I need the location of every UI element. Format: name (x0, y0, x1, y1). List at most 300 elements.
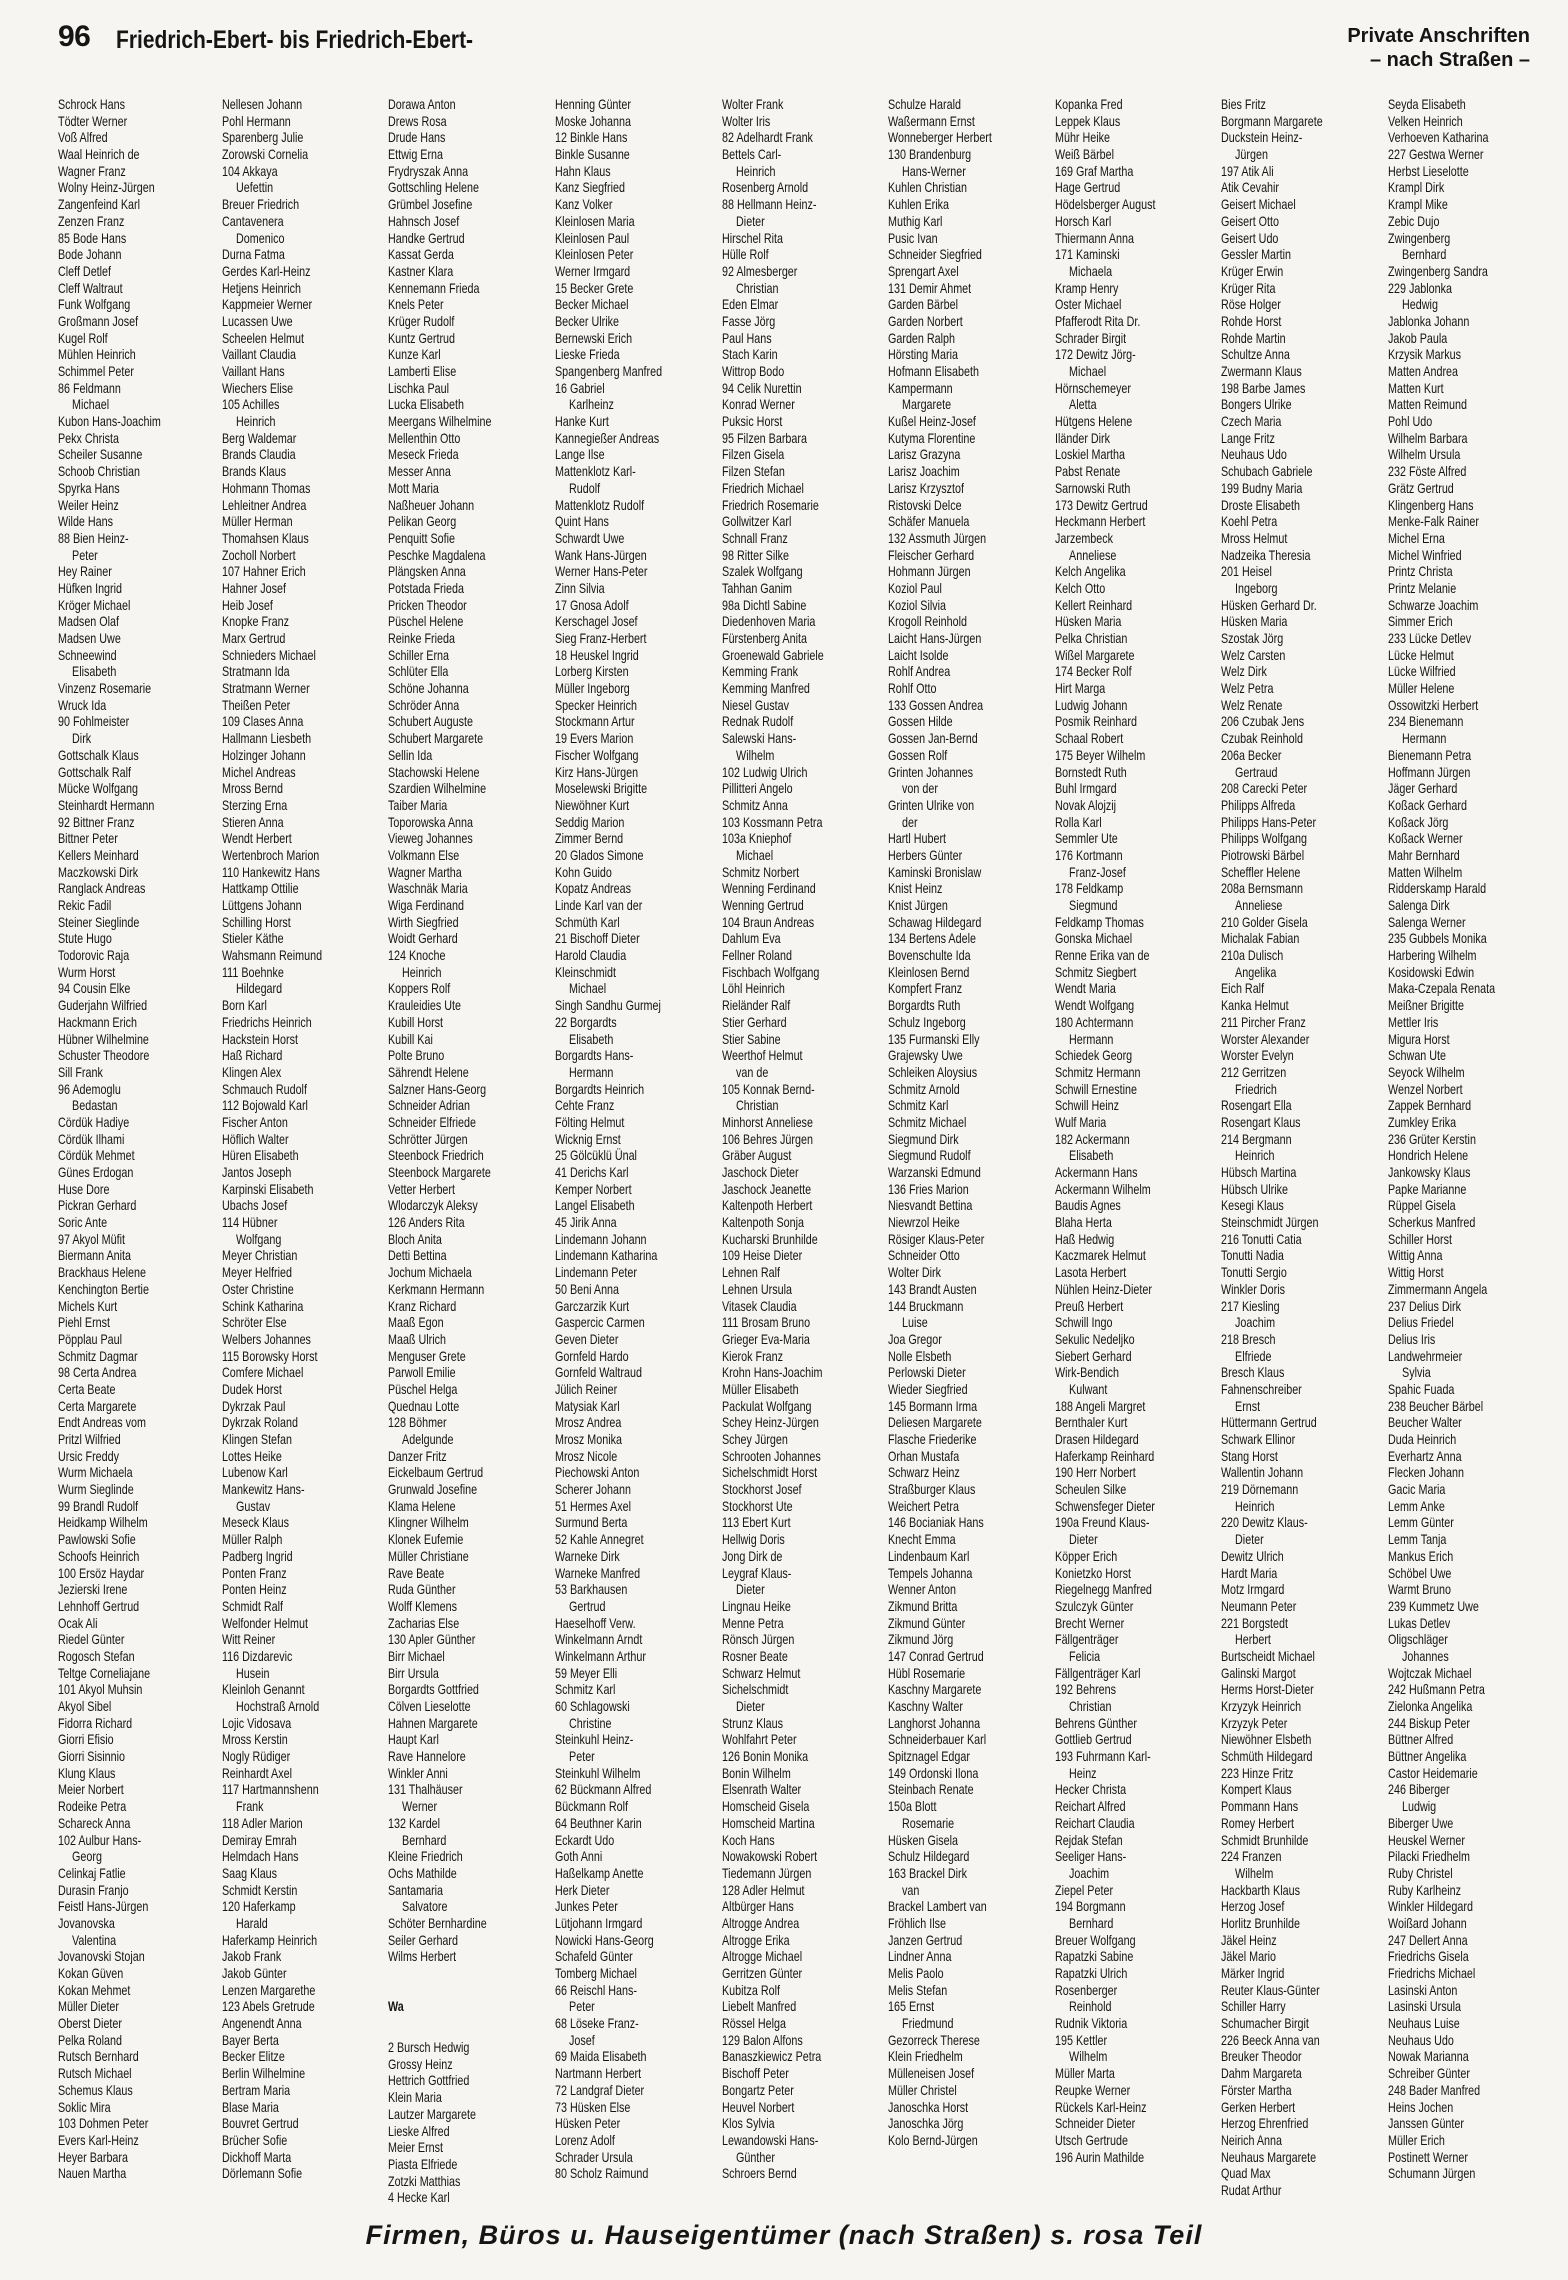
directory-entry: Blase Maria (222, 2099, 279, 2115)
directory-entry: Maaß Ulrich (388, 1331, 447, 1347)
directory-entry: Niesvandt Bettina (888, 1198, 973, 1214)
directory-entry: Lange Ilse (555, 447, 605, 463)
directory-entry: Bittner Peter (58, 831, 118, 847)
directory-entry-continuation: Werner (402, 1799, 438, 1815)
directory-entry: Friedrichs Gisela (1388, 1949, 1469, 1965)
directory-entry: Klein Friedhelm (888, 2049, 963, 2065)
directory-entry: Giorri Sisinnio (58, 1749, 125, 1765)
directory-entry: Parwoll Emilie (388, 1365, 456, 1381)
directory-entry: Hahner Josef (222, 580, 287, 596)
directory-entry: Kanz Siegfried (555, 180, 625, 196)
directory-entry: Wank Hans-Jürgen (555, 547, 647, 563)
directory-entry: Meergans Wilhelmine (388, 414, 492, 430)
directory-entry: Rückels Karl-Heinz (1055, 2099, 1147, 2115)
directory-entry: Krohn Hans-Joachim (722, 1365, 823, 1381)
directory-entry: 171 Kaminski (1055, 247, 1120, 263)
directory-entry: Jovanovska (58, 1915, 115, 1931)
directory-entry: 173 Dewitz Gertrud (1055, 497, 1148, 513)
directory-entry: Potstada Frieda (388, 580, 464, 596)
directory-entry: Knist Heinz (888, 881, 943, 897)
directory-entry: 190a Freund Klaus- (1055, 1515, 1150, 1531)
directory-entry: Rohlf Andrea (888, 664, 951, 680)
directory-entry: 62 Bückmann Alfred (555, 1782, 652, 1798)
directory-entry: 180 Achtermann (1055, 1014, 1134, 1030)
directory-entry: 99 Brandl Rudolf (58, 1498, 139, 1514)
directory-entry: Schmitz Karl (888, 1098, 949, 1114)
directory-entry: Meyer Helfried (222, 1265, 292, 1281)
directory-entry: Printz Christa (1388, 564, 1453, 580)
directory-entry: Semmler Ute (1055, 831, 1118, 847)
directory-entry: Verhoeven Katharina (1388, 130, 1489, 146)
directory-entry: Packulat Wolfgang (722, 1398, 812, 1414)
directory-entry: Eich Ralf (1221, 981, 1265, 997)
directory-entry: Kopatz Andreas (555, 881, 631, 897)
directory-entry: Cleff Waltraut (58, 280, 123, 296)
directory-entry: Linde Karl van der (555, 898, 643, 913)
directory-entry: Gerritzen Günter (722, 1966, 803, 1981)
directory-entry: Papke Marianne (1388, 1181, 1467, 1197)
directory-entry-continuation: Dirk (72, 731, 92, 747)
directory-entry: Heins Jochen (1388, 2099, 1454, 2115)
directory-entry: 72 Landgraf Dieter (555, 2082, 645, 2098)
directory-entry: Piehl Ernst (58, 1315, 111, 1331)
directory-entry: Hirt Marga (1055, 681, 1106, 697)
directory-entry: Wonneberger Herbert (888, 130, 992, 146)
directory-entry: Stockhorst Ute (722, 1498, 793, 1514)
directory-entry: Winkler Anni (388, 1765, 448, 1781)
directory-entry: Welz Carsten (1221, 647, 1286, 663)
directory-entry-continuation: Michael (736, 847, 774, 863)
directory-entry-continuation: Anneliese (1235, 898, 1283, 913)
directory-entry: Hanke Kurt (555, 414, 609, 430)
directory-entry: Lemm Günter (1388, 1515, 1454, 1531)
directory-entry: Gossen Jan-Bernd (888, 731, 978, 747)
directory-entry: Borgmann Margarete (1221, 113, 1323, 129)
directory-entry: Endt Andreas vom (58, 1415, 146, 1431)
directory-entry: Kutyma Florentine (888, 430, 976, 446)
directory-entry: Heidkamp Wilhelm (58, 1515, 148, 1531)
directory-entry: Reinke Frieda (388, 631, 455, 646)
directory-entry-continuation: Ingeborg (1235, 580, 1278, 596)
directory-entry: Siegmund Rudolf (888, 1148, 971, 1164)
directory-entry: Hellwig Doris (722, 1532, 785, 1548)
directory-entry: Wilhelm Barbara (1388, 430, 1468, 446)
directory-entry: Bode Johann (58, 247, 122, 263)
directory-entry: Larisz Joachim (888, 464, 960, 480)
directory-entry: Schulz Ingeborg (888, 1014, 966, 1030)
directory-entry: Rolla Karl (1055, 814, 1102, 830)
directory-entry: Pelka Roland (58, 2032, 123, 2048)
directory-entry: Reichart Claudia (1055, 1815, 1135, 1831)
directory-entry: 244 Biskup Peter (1388, 1715, 1470, 1731)
directory-entry: 90 Fohlmeister (58, 714, 130, 730)
directory-entry: 229 Jablonka (1388, 280, 1453, 296)
directory-entry: Fischer Anton (222, 1114, 288, 1130)
directory-entry: Renne Erika van de (1055, 948, 1150, 964)
directory-entry: Püschel Helene (388, 614, 464, 630)
directory-entry: 124 Knoche (388, 948, 446, 964)
directory-entry-continuation: Husein (236, 1665, 270, 1681)
directory-entry: Baudis Agnes (1055, 1198, 1121, 1214)
directory-entry-continuation: Friedrich (1235, 1081, 1277, 1097)
directory-entry: Schwill Ingo (1055, 1315, 1113, 1331)
directory-entry: 145 Bormann Irma (888, 1398, 978, 1414)
directory-entry: Schlüter Ella (388, 664, 449, 680)
directory-entry: Gottschalk Ralf (58, 764, 131, 780)
directory-entry: Schmitz Arnold (888, 1081, 960, 1097)
directory-entry: Wirth Siegfried (388, 914, 459, 930)
directory-entry: Müller Helene (1388, 681, 1455, 697)
directory-entry: Hackmann Erich (58, 1014, 137, 1030)
directory-entry: Lemm Anke (1388, 1498, 1445, 1514)
directory-entry-continuation: Dieter (1235, 1532, 1264, 1548)
directory-entry: Neumann Peter (1221, 1598, 1297, 1614)
directory-entry: Schmitz Siegbert (1055, 964, 1137, 980)
directory-entry: Schiller Erna (388, 647, 450, 663)
directory-entry: Zenzen Franz (58, 213, 125, 229)
directory-entry: Hüsken Gerhard Dr. (1221, 597, 1317, 613)
directory-entry: Minhorst Anneliese (722, 1114, 813, 1130)
directory-entry: 226 Beeck Anna van (1221, 2032, 1320, 2048)
directory-entry: 199 Budny Maria (1221, 480, 1303, 496)
directory-entry: Schneider Adrian (388, 1098, 470, 1114)
directory-entry: Koziol Paul (888, 580, 942, 596)
directory-entry: Schiller Horst (1388, 1231, 1452, 1247)
directory-entry: 188 Angeli Margret (1055, 1398, 1146, 1414)
directory-entry-continuation: Hildegard (236, 981, 283, 997)
directory-entry: Pohl Hermann (222, 113, 291, 129)
directory-entry: Worster Alexander (1221, 1031, 1310, 1047)
directory-entry: Wiga Ferdinand (388, 898, 464, 913)
directory-entry: Brackel Lambert van (888, 1899, 987, 1915)
directory-entry: Cördük Hadiye (58, 1114, 130, 1130)
directory-entry: Specker Heinrich (555, 697, 637, 713)
directory-entry: Henning Günter (555, 97, 631, 112)
directory-entry: Büttner Alfred (1388, 1732, 1454, 1748)
directory-entry: Niewöhner Elsbeth (1221, 1732, 1312, 1748)
directory-entry: Schmidt Kerstin (222, 1882, 298, 1898)
directory-entry: Piasta Elfriede (388, 2156, 458, 2172)
directory-entry-continuation: Dieter (736, 1582, 765, 1598)
directory-entry: 102 Ludwig Ulrich (722, 764, 808, 780)
directory-entry-continuation: Johannes (1402, 1648, 1449, 1664)
directory-entry: Polte Bruno (388, 1048, 445, 1064)
directory-entry: Lasinski Ursula (1388, 1999, 1461, 2015)
directory-entry: Hahnsch Josef (388, 213, 460, 229)
directory-entry: Lüttgens Johann (222, 898, 302, 913)
directory-entry: Friedrich Rosemarie (722, 497, 819, 513)
directory-entry: Worster Evelyn (1221, 1048, 1294, 1064)
directory-entry-continuation: Heinrich (1235, 1498, 1275, 1514)
directory-entry-continuation: Christian (736, 1098, 779, 1114)
directory-entry: Friedrich Michael (722, 480, 804, 496)
directory-entry: 195 Kettler (1055, 2032, 1108, 2048)
directory-entry: Ruby Karlheinz (1388, 1882, 1461, 1898)
directory-entry: Maaß Egon (388, 1315, 444, 1331)
directory-entry: Neuhaus Luise (1388, 2016, 1460, 2032)
directory-entry: Schey Heinz-Jürgen (722, 1415, 819, 1431)
directory-entry: Cehte Franz (555, 1098, 615, 1114)
directory-entry: Winkler Hildegard (1388, 1899, 1473, 1915)
directory-entry-continuation: Rosemarie (902, 1815, 955, 1831)
directory-entry: Jochum Michaela (388, 1265, 472, 1281)
directory-entry: Hörnschemeyer (1055, 380, 1131, 396)
page-header (58, 16, 1530, 84)
directory-entry: Stockmann Artur (555, 714, 635, 730)
directory-entry: Wallentin Johann (1221, 1465, 1304, 1481)
directory-entry: Koßack Jörg (1388, 814, 1449, 830)
directory-entry: Dudek Horst (222, 1381, 282, 1397)
directory-entry: Guderjahn Wilfried (58, 998, 148, 1014)
directory-entry: Szostak Jörg (1221, 631, 1284, 646)
directory-entry-continuation: Felicia (1069, 1648, 1101, 1664)
directory-entry: Meißner Brigitte (1388, 998, 1464, 1014)
directory-entry: Weiß Bärbel (1055, 147, 1115, 163)
directory-entry: Wittrop Bodo (722, 364, 785, 379)
directory-entry: Winkelmann Arthur (555, 1648, 646, 1664)
directory-entry: Rednak Rudolf (722, 714, 794, 730)
directory-entry: Filzen Gisela (722, 447, 785, 463)
directory-entry: Holzinger Johann (222, 747, 306, 763)
directory-entry: Droste Elisabeth (1221, 497, 1300, 513)
directory-entry: Hübsch Martina (1221, 1165, 1297, 1180)
directory-entry: 66 Reischl Hans- (555, 1982, 637, 1998)
directory-entry: Padberg Ingrid (222, 1548, 293, 1564)
directory-entry: Brecht Werner (1055, 1615, 1125, 1631)
directory-entry: 237 Delius Dirk (1388, 1298, 1461, 1314)
directory-entry: Fahnenschreiber (1221, 1381, 1302, 1397)
directory-entry: Pilacki Friedhelm (1388, 1849, 1470, 1865)
directory-entry: Kelch Otto (1055, 580, 1106, 596)
directory-entry: Tahhan Ganim (722, 580, 792, 596)
directory-entry: Schiller Harry (1221, 1999, 1286, 2015)
directory-entry: Janoschka Horst (888, 2099, 969, 2115)
directory-entry: 104 Braun Andreas (722, 914, 815, 930)
directory-entry: Wilhelm Ursula (1388, 447, 1461, 463)
directory-entry: Landwehrmeier (1388, 1348, 1463, 1364)
directory-entry: 64 Beuthner Karin (555, 1815, 642, 1831)
directory-entry: 236 Grüter Kerstin (1388, 1131, 1476, 1147)
directory-entry: Garczarzik Kurt (555, 1298, 630, 1314)
directory-entry: Krampl Mike (1388, 197, 1448, 213)
directory-entry: Bornstedt Ruth (1055, 764, 1127, 780)
directory-entry: Haeselhoff Verw. (555, 1615, 636, 1631)
directory-entry: Schwardt Uwe (555, 530, 625, 546)
directory-entry: Püschel Helga (388, 1381, 458, 1397)
directory-entry: Bouvret Gertrud (222, 2116, 299, 2132)
directory-column-9 (1388, 97, 1553, 2182)
directory-entry: Czubak Reinhold (1221, 731, 1303, 747)
directory-entry: Ruby Christel (1388, 1865, 1453, 1881)
directory-entry: Homscheid Gisela (722, 1799, 810, 1815)
directory-entry: Lischka Paul (388, 380, 450, 396)
directory-entry-continuation: Christian (736, 280, 779, 296)
directory-entry: Wilde Hans (58, 514, 114, 530)
directory-entry: Pelikan Georg (388, 514, 457, 530)
directory-entry: Langel Elisabeth (555, 1198, 635, 1214)
directory-entry: Wittig Anna (1388, 1248, 1443, 1264)
directory-entry: Schwill Ernestine (1055, 1081, 1137, 1097)
directory-entry: Klama Helene (388, 1498, 456, 1514)
directory-entry: Kleinlosen Maria (555, 213, 635, 229)
directory-entry: Lehnhoff Gertrud (58, 1598, 140, 1614)
directory-entry: Kleinlosen Paul (555, 230, 630, 246)
directory-entry: 210 Golder Gisela (1221, 914, 1308, 930)
directory-entry: Philipps Wolfgang (1221, 831, 1307, 847)
directory-entry: Herk Dieter (555, 1882, 610, 1898)
directory-entry: Bongers Ulrike (1221, 397, 1292, 413)
directory-entry: Michel Winfried (1388, 547, 1462, 563)
directory-entry: Ruda Günther (388, 1582, 456, 1598)
directory-entry-continuation: Heinrich (736, 163, 776, 179)
directory-entry: Herzog Josef (1221, 1899, 1285, 1915)
directory-entry: Nadzeika Theresia (1221, 547, 1311, 563)
directory-entry: Lucka Elisabeth (388, 397, 464, 413)
directory-entry: 94 Cousin Elke (58, 981, 131, 997)
directory-entry: Weiler Heinz (58, 497, 119, 513)
directory-entry: Krauleidies Ute (388, 998, 461, 1014)
directory-entry: Kubill Horst (388, 1014, 444, 1030)
directory-entry: 192 Behrens (1055, 1682, 1117, 1698)
directory-entry: Rapatzki Sabine (1055, 1949, 1134, 1965)
directory-entry: Schmauch Rudolf (222, 1081, 307, 1097)
directory-entry: Geisert Otto (1221, 213, 1280, 229)
directory-entry: Theißen Peter (222, 697, 291, 713)
directory-entry: Müller Christiane (388, 1548, 469, 1564)
directory-entry: Sieg Franz-Herbert (555, 631, 647, 646)
directory-entry: Wahsmann Reimund (222, 948, 323, 964)
directory-entry: Klingen Alex (222, 1064, 282, 1080)
directory-entry: Bischoff Peter (722, 2066, 789, 2082)
directory-entry: Mott Maria (388, 480, 439, 496)
directory-entry: 206a Becker (1221, 747, 1282, 763)
directory-column-3 (388, 97, 553, 2206)
directory-entry: Gonska Michael (1055, 931, 1133, 947)
directory-entry: Akyol Sibel (58, 1699, 112, 1714)
directory-entry: Karpinski Elisabeth (222, 1181, 314, 1197)
directory-entry: Krzyzyk Heinrich (1221, 1699, 1302, 1714)
directory-entry: Piotrowski Bärbel (1221, 847, 1305, 863)
directory-entry: 223 Hinze Fritz (1221, 1765, 1294, 1781)
directory-entry: 109 Clases Anna (222, 714, 304, 730)
directory-entry: Mrosz Andrea (555, 1415, 622, 1431)
directory-entry: Pöpplau Paul (58, 1331, 123, 1347)
directory-entry: Weichert Petra (888, 1498, 959, 1514)
directory-entry: Birr Ursula (388, 1665, 439, 1681)
directory-entry: Rave Beate (388, 1565, 445, 1581)
directory-entry: Huse Dore (58, 1181, 110, 1197)
directory-entry: Wirk-Bendich (1055, 1365, 1119, 1381)
directory-entry-continuation: Gertrud (569, 1598, 606, 1614)
directory-entry: 105 Konnak Bernd- (722, 1081, 815, 1097)
directory-entry: Zimmer Bernd (555, 831, 624, 847)
directory-entry: Flecken Johann (1388, 1465, 1464, 1481)
directory-entry-continuation: Sylvia (1402, 1365, 1431, 1381)
directory-entry: Lorberg Kirsten (555, 664, 629, 680)
directory-entry: Kappmeier Werner (222, 297, 313, 313)
running-title: Friedrich-Ebert- bis Friedrich-Ebert- (116, 26, 474, 54)
directory-entry: Steenbock Margarete (388, 1165, 491, 1180)
directory-entry: Langhorst Johanna (888, 1715, 981, 1731)
directory-entry: Wruck Ida (58, 697, 107, 713)
directory-entry: Garden Bärbel (888, 297, 958, 313)
directory-entry: Drude Hans (388, 130, 446, 146)
directory-entry: Horsch Karl (1055, 213, 1112, 229)
directory-entry: 15 Becker Grete (555, 280, 634, 296)
directory-entry: Breuer Wolfgang (1055, 1932, 1136, 1948)
directory-entry: Hübner Wilhelmine (58, 1031, 149, 1047)
directory-entry: Romey Herbert (1221, 1815, 1294, 1831)
directory-entry-continuation: Angelika (1235, 964, 1277, 980)
directory-entry: Schmidt Brunhilde (1221, 1832, 1309, 1848)
directory-entry: Werner Hans-Peter (555, 564, 648, 580)
directory-entry: Zebic Dujo (1388, 213, 1440, 229)
directory-entry: Schreiber Günter (1388, 2066, 1470, 2082)
directory-entry: 169 Graf Martha (1055, 163, 1134, 179)
directory-entry: Menne Petra (722, 1615, 784, 1631)
directory-entry-continuation: Domenico (236, 230, 285, 246)
directory-entry: 219 Dörnemann (1221, 1482, 1299, 1498)
directory-entry: Rejdak Stefan (1055, 1832, 1123, 1848)
directory-entry: Sprengart Axel (888, 263, 959, 279)
directory-entry: Pawlowski Sofie (58, 1532, 136, 1548)
directory-entry: Rudnik Viktoria (1055, 2016, 1128, 2032)
directory-entry: Schrock Hans (58, 97, 125, 112)
directory-entry: Hallmann Liesbeth (222, 731, 312, 747)
directory-entry: Kuhlen Christian (888, 180, 967, 196)
directory-entry: Velken Heinrich (1388, 113, 1463, 129)
directory-entry: Herbst Lieselotte (1388, 163, 1469, 179)
directory-entry: Jovanovski Stojan (58, 1949, 145, 1965)
directory-entry: 235 Gubbels Monika (1388, 931, 1487, 947)
directory-entry: Paul Hans (722, 330, 772, 346)
directory-entry: Kassat Gerda (388, 247, 454, 263)
directory-entry: 129 Balon Alfons (722, 2032, 803, 2048)
directory-entry: Schröder Anna (388, 697, 460, 713)
directory-entry: Salzner Hans-Georg (388, 1081, 487, 1097)
directory-entry: 132 Assmuth Jürgen (888, 530, 987, 546)
directory-entry: 68 Löseke Franz- (555, 2016, 639, 2032)
directory-entry: Perlowski Dieter (888, 1365, 966, 1381)
directory-entry: Förster Martha (1221, 2082, 1292, 2098)
directory-entry: Mattenklotz Rudolf (555, 497, 645, 513)
directory-entry: Rosengart Ella (1221, 1098, 1292, 1114)
directory-entry: 123 Abels Gretrude (222, 1999, 315, 2015)
directory-entry: Spitznagel Edgar (888, 1749, 970, 1765)
directory-entry: Teltge Corneliajane (58, 1665, 151, 1681)
directory-entry: Cantavenera (222, 213, 284, 229)
directory-entry: Kubitza Rolf (722, 1982, 781, 1998)
directory-entry: Ettwig Erna (388, 147, 444, 163)
directory-entry: Lasota Herbert (1055, 1265, 1127, 1281)
directory-entry: Kokan Güven (58, 1966, 124, 1981)
directory-entry: Witt Reiner (222, 1632, 276, 1648)
directory-entry: Schiedek Georg (1055, 1048, 1133, 1064)
directory-entry: Konrad Werner (722, 397, 795, 413)
directory-entry-continuation: Heinz (1069, 1765, 1097, 1781)
directory-entry: 25 Gölcüklü Ünal (555, 1148, 637, 1164)
directory-entry-continuation: Jürgen (1235, 147, 1268, 163)
directory-entry: Durasin Franjo (58, 1882, 129, 1898)
directory-entry: Wohlfahrt Peter (722, 1732, 797, 1748)
directory-entry: Herzog Ehrenfried (1221, 2116, 1309, 2132)
directory-entry: Altrogge Michael (722, 1949, 803, 1965)
directory-entry: Schumacher Birgit (1221, 2016, 1309, 2032)
directory-entry: Soklic Mira (58, 2099, 111, 2115)
directory-entry: 4 Hecke Karl (388, 2190, 450, 2206)
directory-entry: Czech Maria (1221, 414, 1282, 430)
directory-entry: Bertram Maria (222, 2082, 291, 2098)
